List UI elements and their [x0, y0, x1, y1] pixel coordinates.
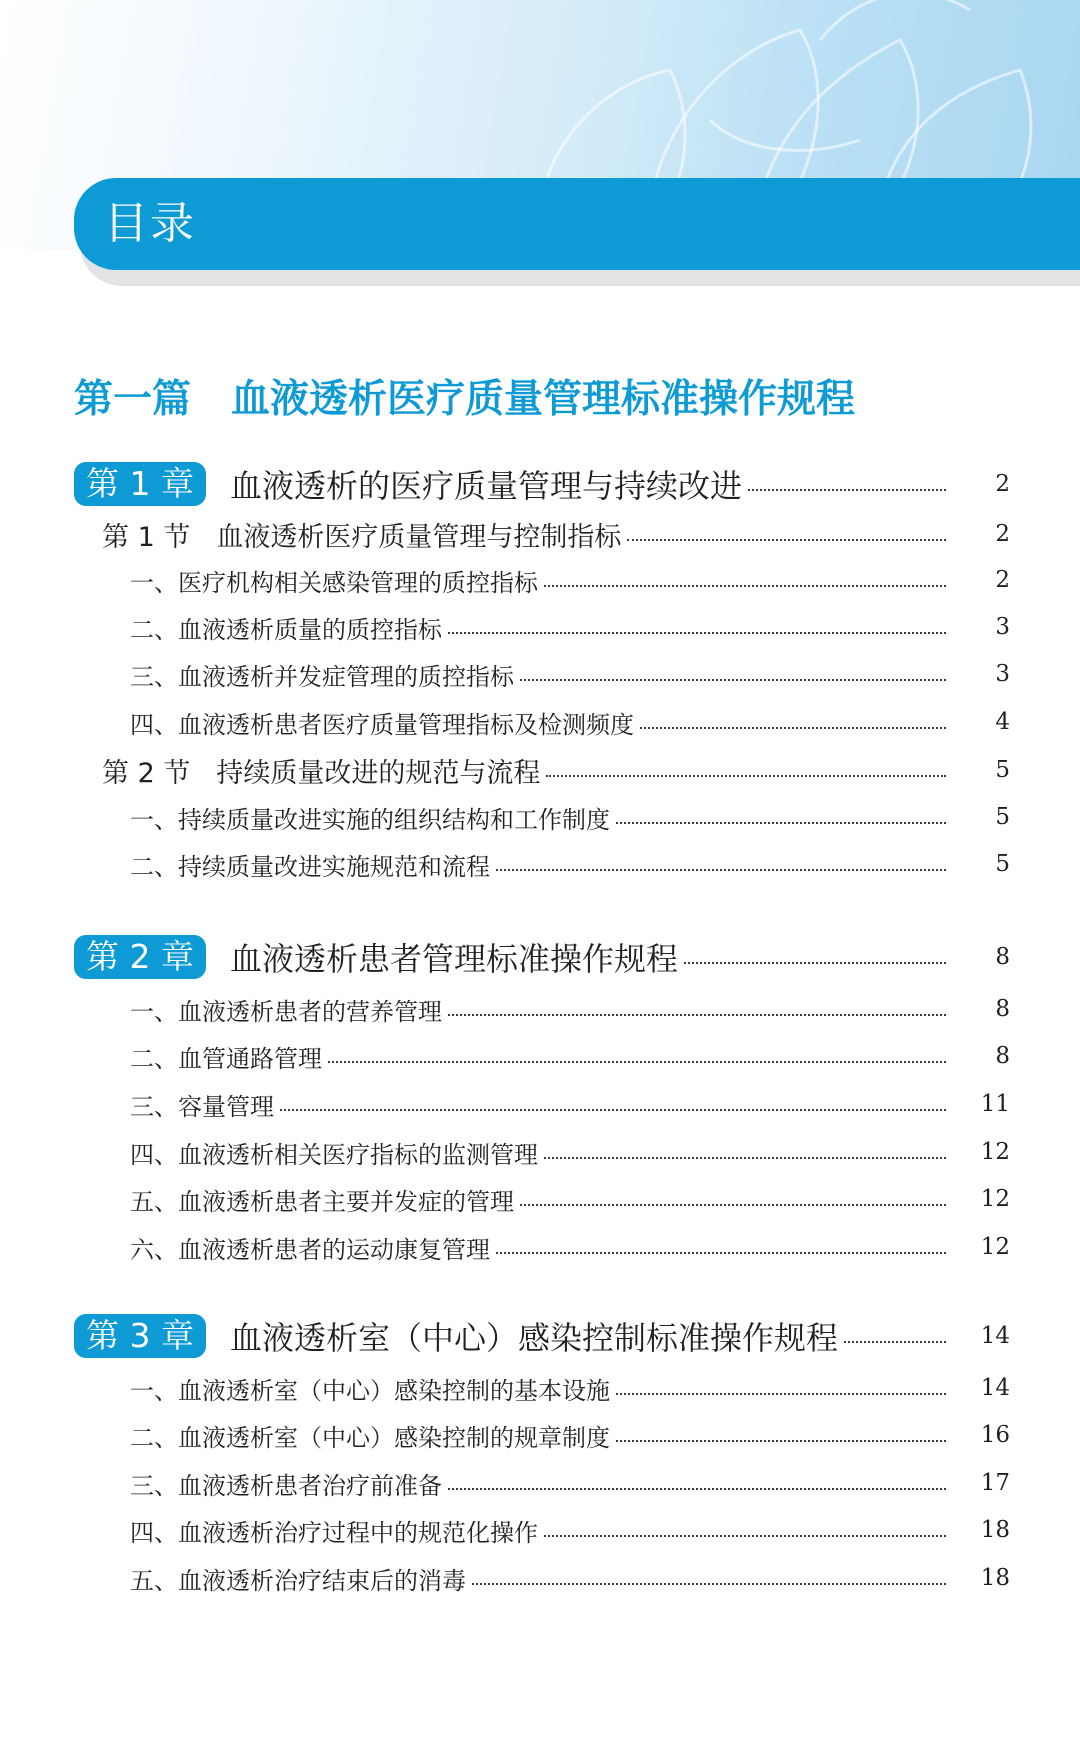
leader-dots — [280, 1109, 946, 1111]
chapter-title: 血液透析室（中心）感染控制标准操作规程 — [229, 1319, 838, 1357]
leader-dots — [328, 1061, 946, 1063]
toc-item[interactable] — [0, 558, 1080, 602]
page-number: 18 — [980, 1517, 1010, 1543]
page-number: 2 — [995, 521, 1010, 547]
leader-dots — [640, 727, 946, 729]
toc-chapter-1[interactable] — [0, 462, 1080, 506]
leader-dots — [520, 1204, 946, 1206]
toc-chapter-2[interactable] — [0, 935, 1080, 979]
page-number: 17 — [980, 1470, 1010, 1496]
item-title: 一、持续质量改进实施的组织结构和工作制度 — [130, 805, 610, 834]
leader-dots — [616, 1393, 946, 1395]
leader-dots — [546, 775, 946, 777]
page-title: 目录 — [104, 198, 196, 249]
page-number: 2 — [995, 567, 1010, 593]
toc-item[interactable] — [0, 1461, 1080, 1505]
item-title: 二、持续质量改进实施规范和流程 — [130, 852, 490, 881]
leader-dots — [684, 962, 946, 964]
chapter-badge: 第 1 章 — [74, 462, 206, 506]
item-title: 四、血液透析相关医疗指标的监测管理 — [130, 1140, 538, 1169]
toc-item[interactable] — [0, 1177, 1080, 1221]
page-number: 3 — [995, 661, 1010, 687]
item-title: 二、血管通路管理 — [130, 1044, 322, 1073]
toc-section-2[interactable] — [0, 748, 1080, 792]
toc-item[interactable] — [0, 605, 1080, 649]
page-number: 2 — [995, 471, 1010, 497]
page-number: 14 — [980, 1323, 1010, 1349]
leader-dots — [472, 1583, 946, 1585]
page-number: 11 — [980, 1091, 1010, 1117]
leader-dots — [616, 1440, 946, 1442]
item-title: 五、血液透析治疗结束后的消毒 — [130, 1566, 466, 1595]
toc-item[interactable] — [0, 1508, 1080, 1552]
page-number: 12 — [980, 1186, 1010, 1212]
part-title: 血液透析医疗质量管理标准操作规程 — [231, 377, 856, 422]
leader-dots — [627, 539, 946, 541]
toc-item[interactable] — [0, 1366, 1080, 1410]
toc-item[interactable] — [0, 1034, 1080, 1078]
toc-item[interactable] — [0, 1130, 1080, 1174]
toc-item[interactable] — [0, 652, 1080, 696]
item-title: 三、容量管理 — [130, 1092, 274, 1121]
page-number: 12 — [980, 1139, 1010, 1165]
title-bar — [74, 178, 1080, 270]
section-label — [102, 751, 540, 790]
section-number: 第 2 节 — [102, 757, 191, 789]
page-number: 5 — [995, 804, 1010, 830]
leader-dots — [448, 1014, 946, 1016]
page-number: 4 — [995, 709, 1010, 735]
chapter-title: 血液透析的医疗质量管理与持续改进 — [229, 467, 742, 505]
item-title: 六、血液透析患者的运动康复管理 — [130, 1235, 490, 1264]
part-number: 第一篇 — [74, 377, 192, 422]
item-title: 一、血液透析患者的营养管理 — [130, 997, 442, 1026]
page-number: 14 — [980, 1375, 1010, 1401]
toc-item[interactable] — [0, 700, 1080, 744]
toc-item[interactable] — [0, 1556, 1080, 1600]
chapter-badge: 第 2 章 — [74, 935, 206, 979]
page-number: 5 — [995, 757, 1010, 783]
item-title: 三、血液透析并发症管理的质控指标 — [130, 662, 514, 691]
section-title: 血液透析医疗质量管理与控制指标 — [216, 521, 622, 553]
section-label — [102, 515, 621, 554]
leader-dots — [616, 822, 946, 824]
page-number: 12 — [980, 1234, 1010, 1260]
leader-dots — [520, 679, 946, 681]
lotus-decoration-icon — [500, 0, 1080, 200]
item-title: 三、血液透析患者治疗前准备 — [130, 1471, 442, 1500]
toc-item[interactable] — [0, 987, 1080, 1031]
toc-chapter-3[interactable] — [0, 1314, 1080, 1358]
chapter-title: 血液透析患者管理标准操作规程 — [229, 940, 678, 978]
page-number: 8 — [995, 944, 1010, 970]
leader-dots — [544, 1157, 946, 1159]
toc-item[interactable] — [0, 1225, 1080, 1269]
toc-item[interactable] — [0, 1082, 1080, 1126]
item-title: 一、血液透析室（中心）感染控制的基本设施 — [130, 1376, 610, 1405]
page-number: 8 — [995, 1043, 1010, 1069]
page-number: 3 — [995, 614, 1010, 640]
toc-item[interactable] — [0, 1413, 1080, 1457]
item-title: 四、血液透析治疗过程中的规范化操作 — [130, 1518, 538, 1547]
leader-dots — [544, 1535, 946, 1537]
chapter-badge: 第 3 章 — [74, 1314, 206, 1358]
leader-dots — [844, 1341, 946, 1343]
toc-item[interactable] — [0, 795, 1080, 839]
toc-section-1[interactable] — [0, 512, 1080, 556]
leader-dots — [544, 585, 946, 587]
page-number: 5 — [995, 851, 1010, 877]
leader-dots — [496, 1252, 946, 1254]
item-title: 二、血液透析质量的质控指标 — [130, 615, 442, 644]
leader-dots — [496, 869, 946, 871]
page-number: 18 — [980, 1565, 1010, 1591]
item-title: 四、血液透析患者医疗质量管理指标及检测频度 — [130, 710, 634, 739]
page-number: 8 — [995, 996, 1010, 1022]
leader-dots — [748, 489, 946, 491]
toc-item[interactable] — [0, 842, 1080, 886]
item-title: 五、血液透析患者主要并发症的管理 — [130, 1187, 514, 1216]
item-title: 二、血液透析室（中心）感染控制的规章制度 — [130, 1423, 610, 1452]
section-number: 第 1 节 — [102, 521, 191, 553]
leader-dots — [448, 1488, 946, 1490]
part-heading — [74, 372, 855, 428]
page-number: 16 — [980, 1422, 1010, 1448]
leader-dots — [448, 632, 946, 634]
item-title: 一、医疗机构相关感染管理的质控指标 — [130, 568, 538, 597]
section-title: 持续质量改进的规范与流程 — [216, 757, 541, 789]
